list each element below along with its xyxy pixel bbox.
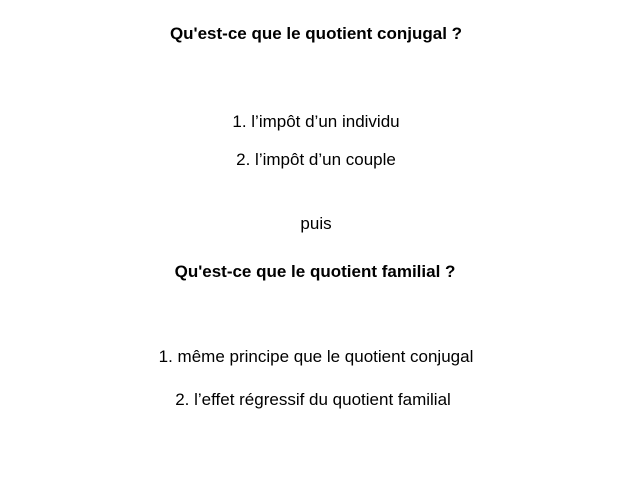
- list-item-effet-regressif: 2. l’effet régressif du quotient familial: [175, 390, 451, 409]
- connector-puis: puis: [300, 214, 332, 233]
- question-quotient-conjugal: Qu'est-ce que le quotient conjugal ?: [169, 24, 463, 43]
- list-item-meme-principe: 1. même principe que le quotient conjugal: [158, 347, 474, 366]
- list-item-impot-couple: 2. l’impôt d’un couple: [236, 150, 396, 169]
- list-item-impot-individu: 1. l’impôt d’un individu: [232, 112, 400, 131]
- question-quotient-familial: Qu'est-ce que le quotient familial ?: [174, 262, 456, 281]
